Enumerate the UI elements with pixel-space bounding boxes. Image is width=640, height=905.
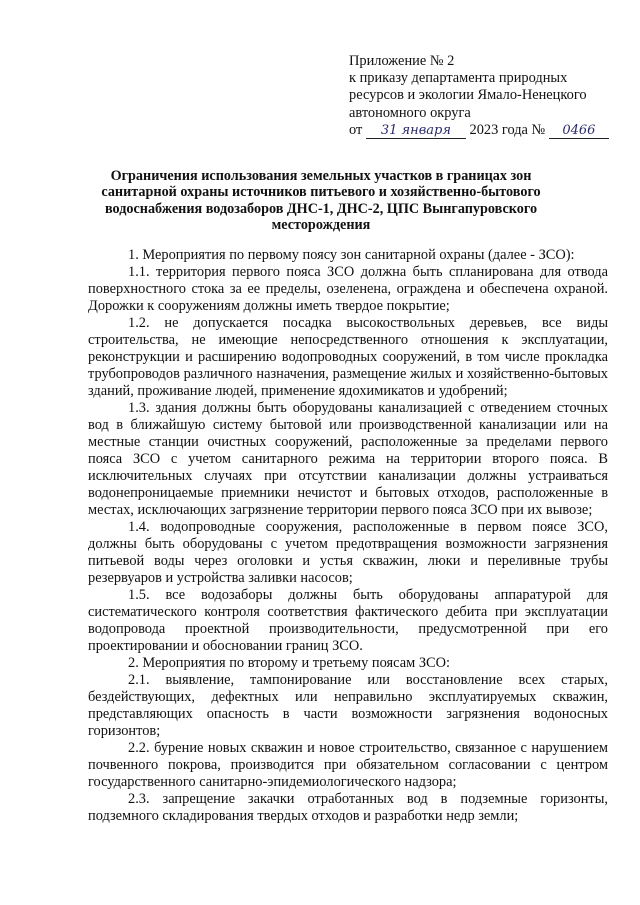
document-body bbox=[88, 247, 608, 825]
paragraph: 1.2. не допускается посадка высокоствольных деревьев, все виды строительства, не имеющие непосредственного отношения к эксплуатации, реконструкции и расширению водопроводных сооружений, в том числе прокладка трубопроводов различного назначения, размещение жилых и хозяйственно-бытовых зданий, проживание людей, применение ядохимикатов и удобрений; bbox=[88, 315, 608, 399]
paragraph: 2. Мероприятия по второму и третьему поясам ЗСО: bbox=[128, 655, 451, 671]
date-prefix: от bbox=[349, 121, 363, 138]
year-number-label: 2023 года № bbox=[469, 121, 546, 138]
paragraph: 1.1. территория первого пояса ЗСО должна быть спланирована для отвода поверхностного стока за ее пределы, озеленена, ограждена и обеспечена охраной. Дорожки к сооружениям должны иметь твердое покрытие; bbox=[88, 264, 608, 314]
appendix-line: Приложение № 2 bbox=[349, 53, 455, 69]
appendix-line: к приказу департамента природных bbox=[349, 70, 568, 87]
paragraph: 1. Мероприятия по первому поясу зон санитарной охраны (далее - ЗСО): bbox=[128, 247, 575, 263]
appendix-line: ресурсов и экологии Ямало-Ненецкого bbox=[349, 87, 587, 104]
order-date-line bbox=[349, 122, 619, 139]
paragraph: 1.3. здания должны быть оборудованы канализацией с отведением сточных вод в ближайшую систему бытовой или производственной канализации или на местные станции очистных сооружений, расположенные за пределами первого пояса ЗСО с учетом санитарного режима на территории второго пояса. В исключительных случаях при отсутствии канализации должны устраиваться водонепроницаемые приемники нечистот и бытовых отходов, расположенные в местах, исключающих загрязнение территории первого пояса ЗСО при их вывозе; bbox=[88, 400, 608, 518]
appendix-block bbox=[349, 53, 619, 139]
paragraph: 2.2. бурение новых скважин и новое строительство, связанное с нарушением почвенного покрова, производится при обязательном согласовании с центром государственного санитарно-эпидемиологического надзора; bbox=[88, 740, 608, 790]
paragraph: 1.5. все водозаборы должны быть оборудованы аппаратурой для систематического контроля соответствия фактического дебита при эксплуатации водопровода проектной производительности, предусмотренной при его проектировании и обосновании границ ЗСО. bbox=[88, 587, 608, 654]
appendix-line: автономного округа bbox=[349, 104, 471, 121]
paragraph: 2.3. запрещение закачки отработанных вод в подземные горизонты, подземного складирования твердых отходов и разработки недр земли; bbox=[88, 791, 608, 824]
paragraph: 1.4. водопроводные сооружения, расположенные в первом поясе ЗСО, должны быть оборудованы с учетом предотвращения возможности загрязнения питьевой воды через оголовки и устья скважин, люки и переливные трубы резервуаров и устройства заливки насосов; bbox=[88, 519, 608, 586]
handwritten-order-number: 0466 bbox=[549, 123, 609, 139]
paragraph: 2.1. выявление, тампонирование или восстановление всех старых, бездействующих, дефектных или неправильно эксплуатируемых скважин, представляющих опасность в части возможности загрязнения водоносных горизонтов; bbox=[88, 672, 608, 739]
document-title: Ограничения использования земельных участков в границах зон санитарной охраны источников питьевого и хозяйственно-бытового водоснабжения водозаборов ДНС-1, ДНС-2, ЦПС Вынгапуровского месторождения bbox=[101, 168, 541, 233]
handwritten-date: 31 января bbox=[366, 123, 466, 139]
